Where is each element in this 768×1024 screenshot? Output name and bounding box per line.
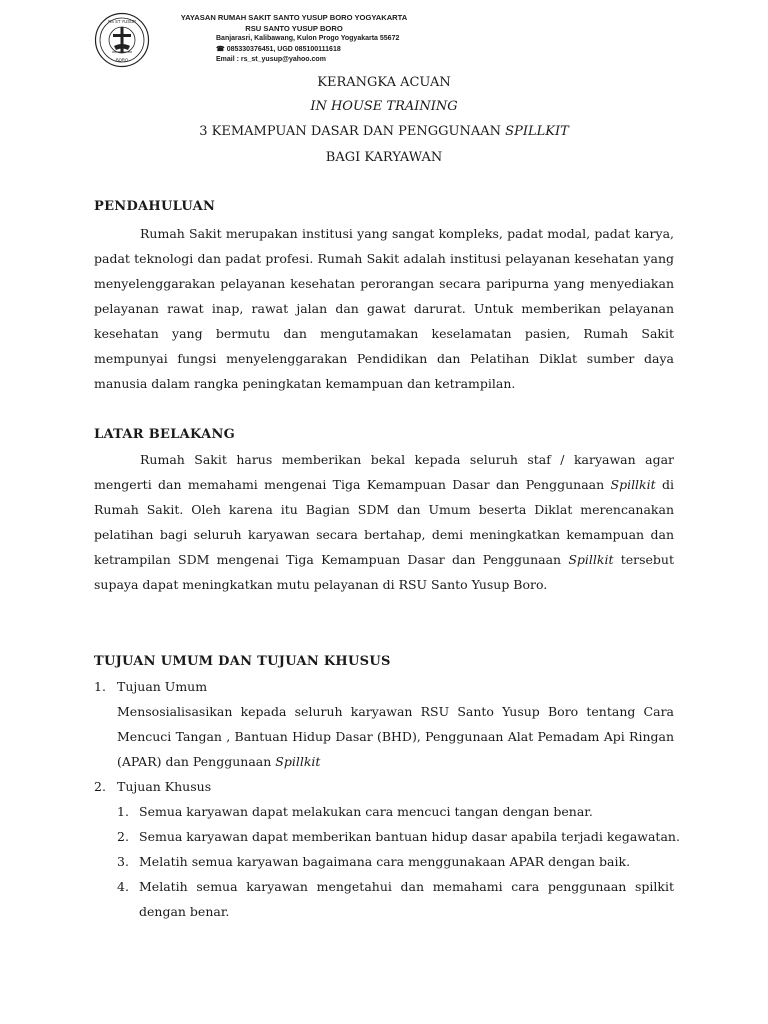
pendahuluan-text: Rumah Sakit merupakan institusi yang sangat kompleks, padat modal, padat karya, padat teknologi dan padat profesi. Rumah Sakit adalah institusi pelayanan kesehatan yang menyelenggarakan pelayanan kesehatan perorangan secara paripurna yang menyediakan pelayanan rawat inap, rawat jalan dan gawat darurat. Untuk memberikan pelayanan kesehatan yang bermutu dan mengutamakan keselamatan pasien, Rumah Sakit mempunyai fungsi menyelenggarakan Pendidikan dan Pelatihan Diklat sumber daya manusia dalam rangka peningkatan kemampuan dan ketrampilan. [94,226,674,391]
list-text: Semua karyawan dapat melakukan cara mencuci tangan dengan benar. [139,804,593,819]
paragraph-pendahuluan [94,221,674,396]
hospital-email: Email : rs_st_yusup@yahoo.com [216,56,326,63]
list-label: Tujuan Umum [117,679,208,694]
logo-top-text: RS ST YUSUP [108,19,136,24]
foundation-name: YAYASAN RUMAH SAKIT SANTO YUSUP BORO YOGYAKARTA [180,13,408,22]
list-number: 1. [117,804,129,819]
hospital-phone [154,45,434,56]
letterhead [94,10,434,72]
tujuan-umum-italic: Spillkit [275,754,321,769]
logo-bottom-text: BORO [115,57,129,63]
latar-text-1: Rumah Sakit harus memberikan bekal kepada seluruh staf / karyawan agar mengerti dan memahami mengenai Tiga Kemampuan Dasar dan Penggunaan [94,452,674,492]
latar-italic-1: Spillkit [610,477,656,492]
hospital-name: RSU SANTO YUSUP BORO [245,24,343,33]
latar-italic-2: Spillkit [568,552,614,567]
hospital-address: Banjarasri, Kalibawang, Kulon Progo Yogyakarta 55672 [216,35,400,42]
document-subtitle: IN HOUSE TRAINING [310,99,458,114]
topic-text: 3 KEMAMPUAN DASAR DAN PENGGUNAAN [199,124,506,139]
document-audience: BAGI KARYAWAN [325,150,443,165]
hospital-crest-icon [94,12,150,68]
tujuan-umum-text: Mensosialisasikan kepada seluruh karyawan RSU Santo Yusup Boro tentang Cara Mencuci Tangan , Bantuan Hidup Dasar (BHD), Penggunaan Alat Pemadam Api Ringan (APAR) dan Penggunaan [117,704,674,769]
letterhead-text [154,12,434,66]
latar-text-3: tersebut supaya dapat meningkatkan mutu pelayanan di RSU Santo Yusup Boro. [94,552,675,592]
section-heading-pendahuluan: PENDAHULUAN [94,199,216,214]
list-number: 2. [117,829,129,844]
section-heading-tujuan: TUJUAN UMUM DAN TUJUAN KHUSUS [94,654,391,669]
paragraph-tujuan-umum [117,699,674,774]
document-title: KERANGKA ACUAN [317,75,451,90]
document-topic [0,124,768,139]
paragraph-latar-belakang [94,447,674,597]
list-number: 2. [94,779,106,794]
list-text: Melatih semua karyawan bagaimana cara menggunakaan APAR dengan baik. [139,854,631,869]
phone-number: 085330376451, UGD 085100111618 [226,45,341,53]
phone-icon: ☎ [216,45,225,53]
list-label: Tujuan Khusus [117,779,212,794]
list-number: 1. [94,679,106,694]
list-text: Semua karyawan dapat memberikan bantuan hidup dasar apabila terjadi kegawatan. [139,829,680,844]
list-number: 4. [117,879,129,894]
section-heading-latar-belakang: LATAR BELAKANG [94,427,236,442]
list-text: Melatih semua karyawan mengetahui dan memahami cara penggunaan spilkit dengan benar. [139,879,674,919]
list-number: 3. [117,854,129,869]
topic-italic: SPILLKIT [505,124,569,139]
latar-text-2: di Rumah Sakit. Oleh karena itu Bagian SDM dan Umum beserta Diklat merencanakan pelatihan bagi seluruh karyawan secara bertahap, demi meningkatkan kemampuan dan ketrampilan SDM mengenai Tiga Kemampuan Dasar dan Penggunaan [94,477,674,567]
